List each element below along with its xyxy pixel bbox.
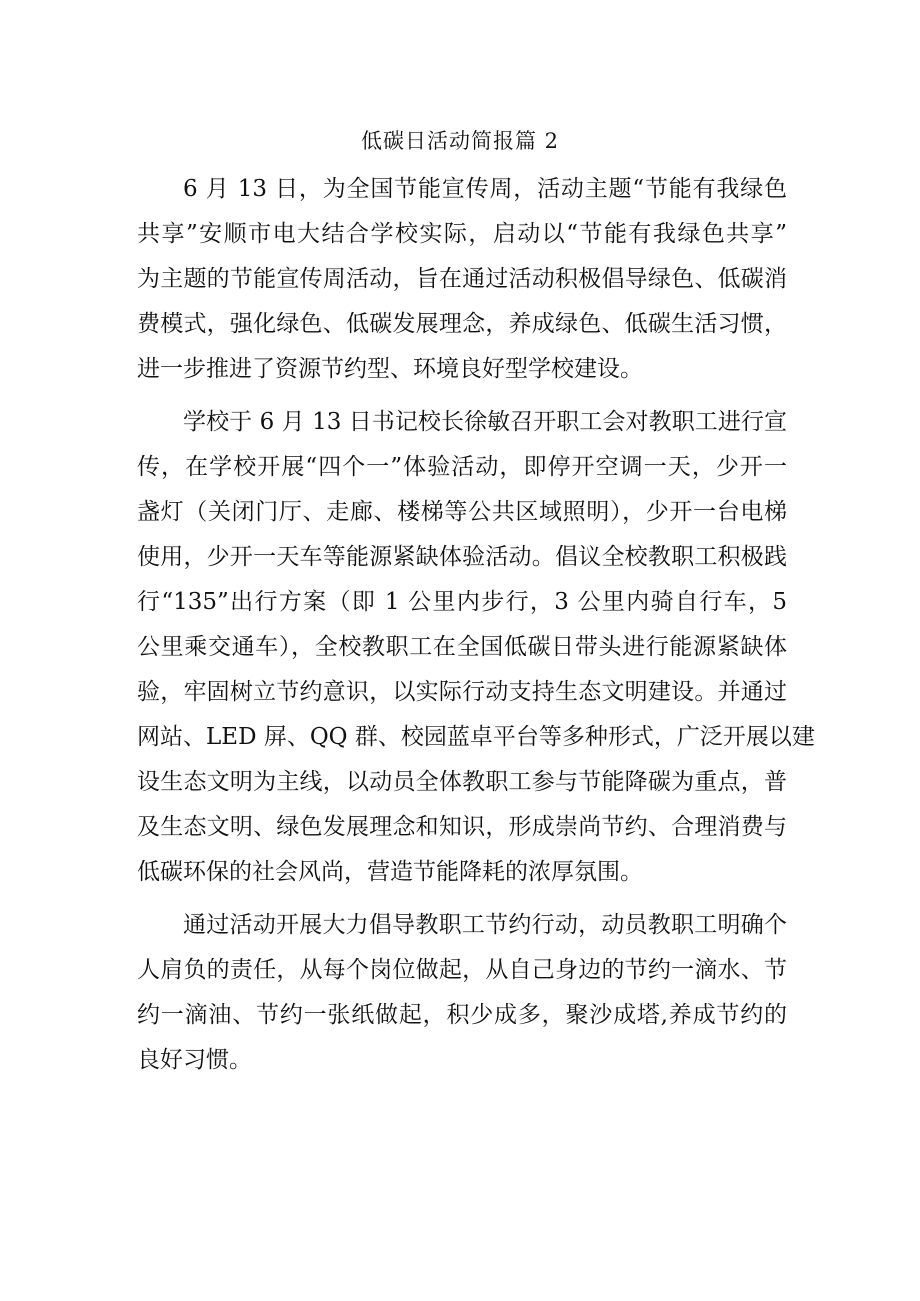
text-line: 良好习惯。	[137, 1047, 252, 1073]
text-line: 及生态文明、绿色发展理念和知识，形成崇尚节约、合理消费与	[137, 814, 787, 840]
document-title: 低碳日活动简报篇 2	[360, 129, 560, 153]
text-line: 进一步推进了资源节约型、环境良好型学校建设。	[137, 356, 643, 382]
text-line: 费模式，强化绿色、低碳发展理念，养成绿色、低碳生活习惯，	[137, 311, 787, 337]
text-line: 低碳环保的社会风尚，营造节能降耗的浓厚氛围。	[137, 859, 643, 885]
text-line: 设生态文明为主线，以动员全体教职工参与节能降碳为重点，普	[137, 769, 787, 795]
text-line: 使用，少开一天车等能源紧缺体验活动。倡议全校教职工积极践	[137, 544, 787, 570]
text-line: 网站、LED 屏、QQ 群、校园蓝卓平台等多种形式，广泛开展以建	[137, 724, 815, 750]
text-line: 6 月 13 日，为全国节能宣传周，活动主题“节能有我绿色	[183, 176, 787, 202]
text-line: 约一滴油、节约一张纸做起，积少成多，聚沙成塔,养成节约的	[137, 1002, 787, 1028]
text-line: 共享”安顺市电大结合学校实际，启动以“节能有我绿色共享”	[137, 221, 787, 247]
text-line: 学校于 6 月 13 日书记校长徐敏召开职工会对教职工进行宣	[183, 409, 787, 435]
text-line: 盏灯（关闭门厅、走廊、楼梯等公共区域照明），少开一台电梯	[137, 499, 787, 525]
text-line: 传，在学校开展“四个一”体验活动，即停开空调一天，少开一	[137, 454, 787, 480]
paragraph-1	[137, 167, 787, 392]
text-line: 人肩负的责任，从每个岗位做起，从自己身边的节约一滴水、节	[137, 957, 787, 983]
paragraph-3	[137, 903, 787, 1083]
paragraph-2	[137, 400, 815, 895]
text-line: 验，牢固树立节约意识，以实际行动支持生态文明建设。并通过	[137, 679, 787, 705]
text-line: 行“135”出行方案（即 1 公里内步行，3 公里内骑自行车，5	[137, 589, 787, 615]
text-line: 通过活动开展大力倡导教职工节约行动，动员教职工明确个	[183, 912, 787, 938]
text-line: 为主题的节能宣传周活动，旨在通过活动积极倡导绿色、低碳消	[137, 266, 787, 292]
document-body	[137, 167, 815, 1091]
text-line: 公里乘交通车），全校教职工在全国低碳日带头进行能源紧缺体	[137, 634, 787, 660]
